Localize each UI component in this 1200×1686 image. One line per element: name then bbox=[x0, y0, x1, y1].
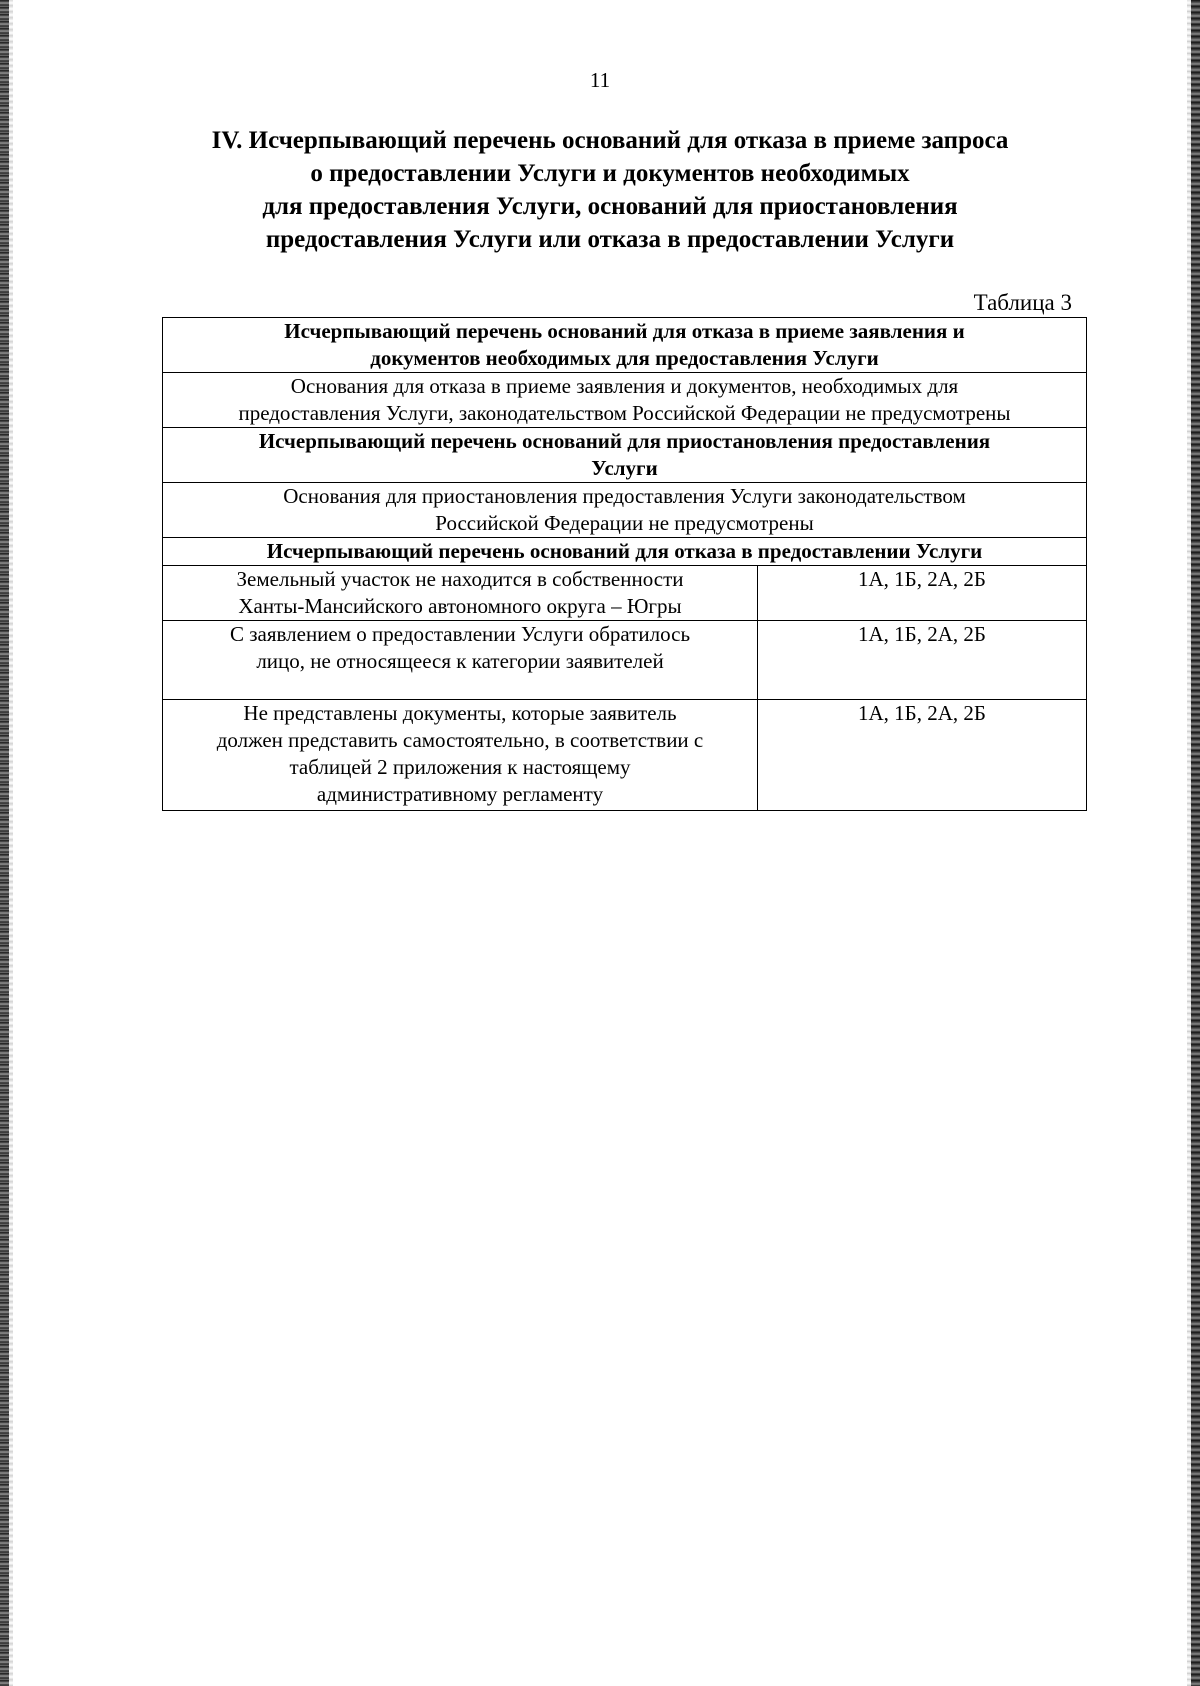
table-row bbox=[163, 483, 1087, 538]
reason-cell bbox=[163, 566, 758, 621]
text-line: Основания для отказа в приеме заявления и документов, необходимых для bbox=[290, 374, 959, 398]
reason-line: Ханты-Мансийского автономного округа – Югры bbox=[238, 594, 682, 618]
header-line: Исчерпывающий перечень оснований для отказа в приеме заявления и bbox=[284, 319, 965, 343]
refusal-acceptance-text bbox=[163, 373, 1087, 428]
refusal-service-header bbox=[163, 538, 1087, 566]
grounds-table bbox=[162, 317, 1087, 811]
reason-line: Земельный участок не находится в собственности bbox=[236, 567, 684, 591]
codes-cell: 1А, 1Б, 2А, 2Б bbox=[758, 621, 1087, 700]
reason-line: административному регламенту bbox=[316, 782, 604, 806]
section-title-line: о предоставлении Услуги и документов необходимых bbox=[310, 160, 910, 187]
reason-cell bbox=[163, 621, 758, 700]
reason-cell bbox=[163, 700, 758, 811]
reason-line: таблицей 2 приложения к настоящему bbox=[289, 755, 631, 779]
suspension-header bbox=[163, 428, 1087, 483]
header-line: Исчерпывающий перечень оснований для отказа в предоставлении Услуги bbox=[266, 539, 983, 563]
section-title bbox=[140, 124, 1080, 256]
reason-line: должен представить самостоятельно, в соответствии с bbox=[216, 728, 704, 752]
text-line: предоставления Услуги, законодательством Российской Федерации не предусмотрены bbox=[238, 401, 1011, 425]
table-row bbox=[163, 318, 1087, 373]
table-row bbox=[163, 538, 1087, 566]
table-row bbox=[163, 566, 1087, 621]
scan-edge-right bbox=[1191, 0, 1200, 1686]
table-row bbox=[163, 621, 1087, 700]
refusal-acceptance-header bbox=[163, 318, 1087, 373]
table-caption: Таблица 3 bbox=[973, 290, 1072, 315]
header-line: Исчерпывающий перечень оснований для приостановления предоставления bbox=[258, 429, 991, 453]
codes-cell: 1А, 1Б, 2А, 2Б bbox=[758, 566, 1087, 621]
page-number: 11 bbox=[589, 68, 611, 92]
section-title-line: предоставления Услуги или отказа в предоставлении Услуги bbox=[265, 226, 955, 253]
text-line: Российской Федерации не предусмотрены bbox=[435, 511, 814, 535]
table-row bbox=[163, 428, 1087, 483]
table-row bbox=[163, 700, 1087, 811]
header-line: документов необходимых для предоставления Услуги bbox=[370, 346, 879, 370]
header-line: Услуги bbox=[591, 456, 658, 480]
suspension-text bbox=[163, 483, 1087, 538]
reason-line: С заявлением о предоставлении Услуги обратилось bbox=[229, 622, 691, 646]
codes-cell: 1А, 1Б, 2А, 2Б bbox=[758, 700, 1087, 811]
section-title-line: IV. Исчерпывающий перечень оснований для отказа в приеме запроса bbox=[211, 127, 1009, 154]
text-line: Основания для приостановления предоставления Услуги законодательством bbox=[283, 484, 966, 508]
section-title-line: для предоставления Услуги, оснований для приостановления bbox=[262, 193, 958, 220]
scan-edge-left bbox=[0, 0, 9, 1686]
reason-line: лицо, не относящееся к категории заявителей bbox=[256, 649, 664, 673]
table-row bbox=[163, 373, 1087, 428]
reason-line: Не представлены документы, которые заявитель bbox=[243, 701, 677, 725]
